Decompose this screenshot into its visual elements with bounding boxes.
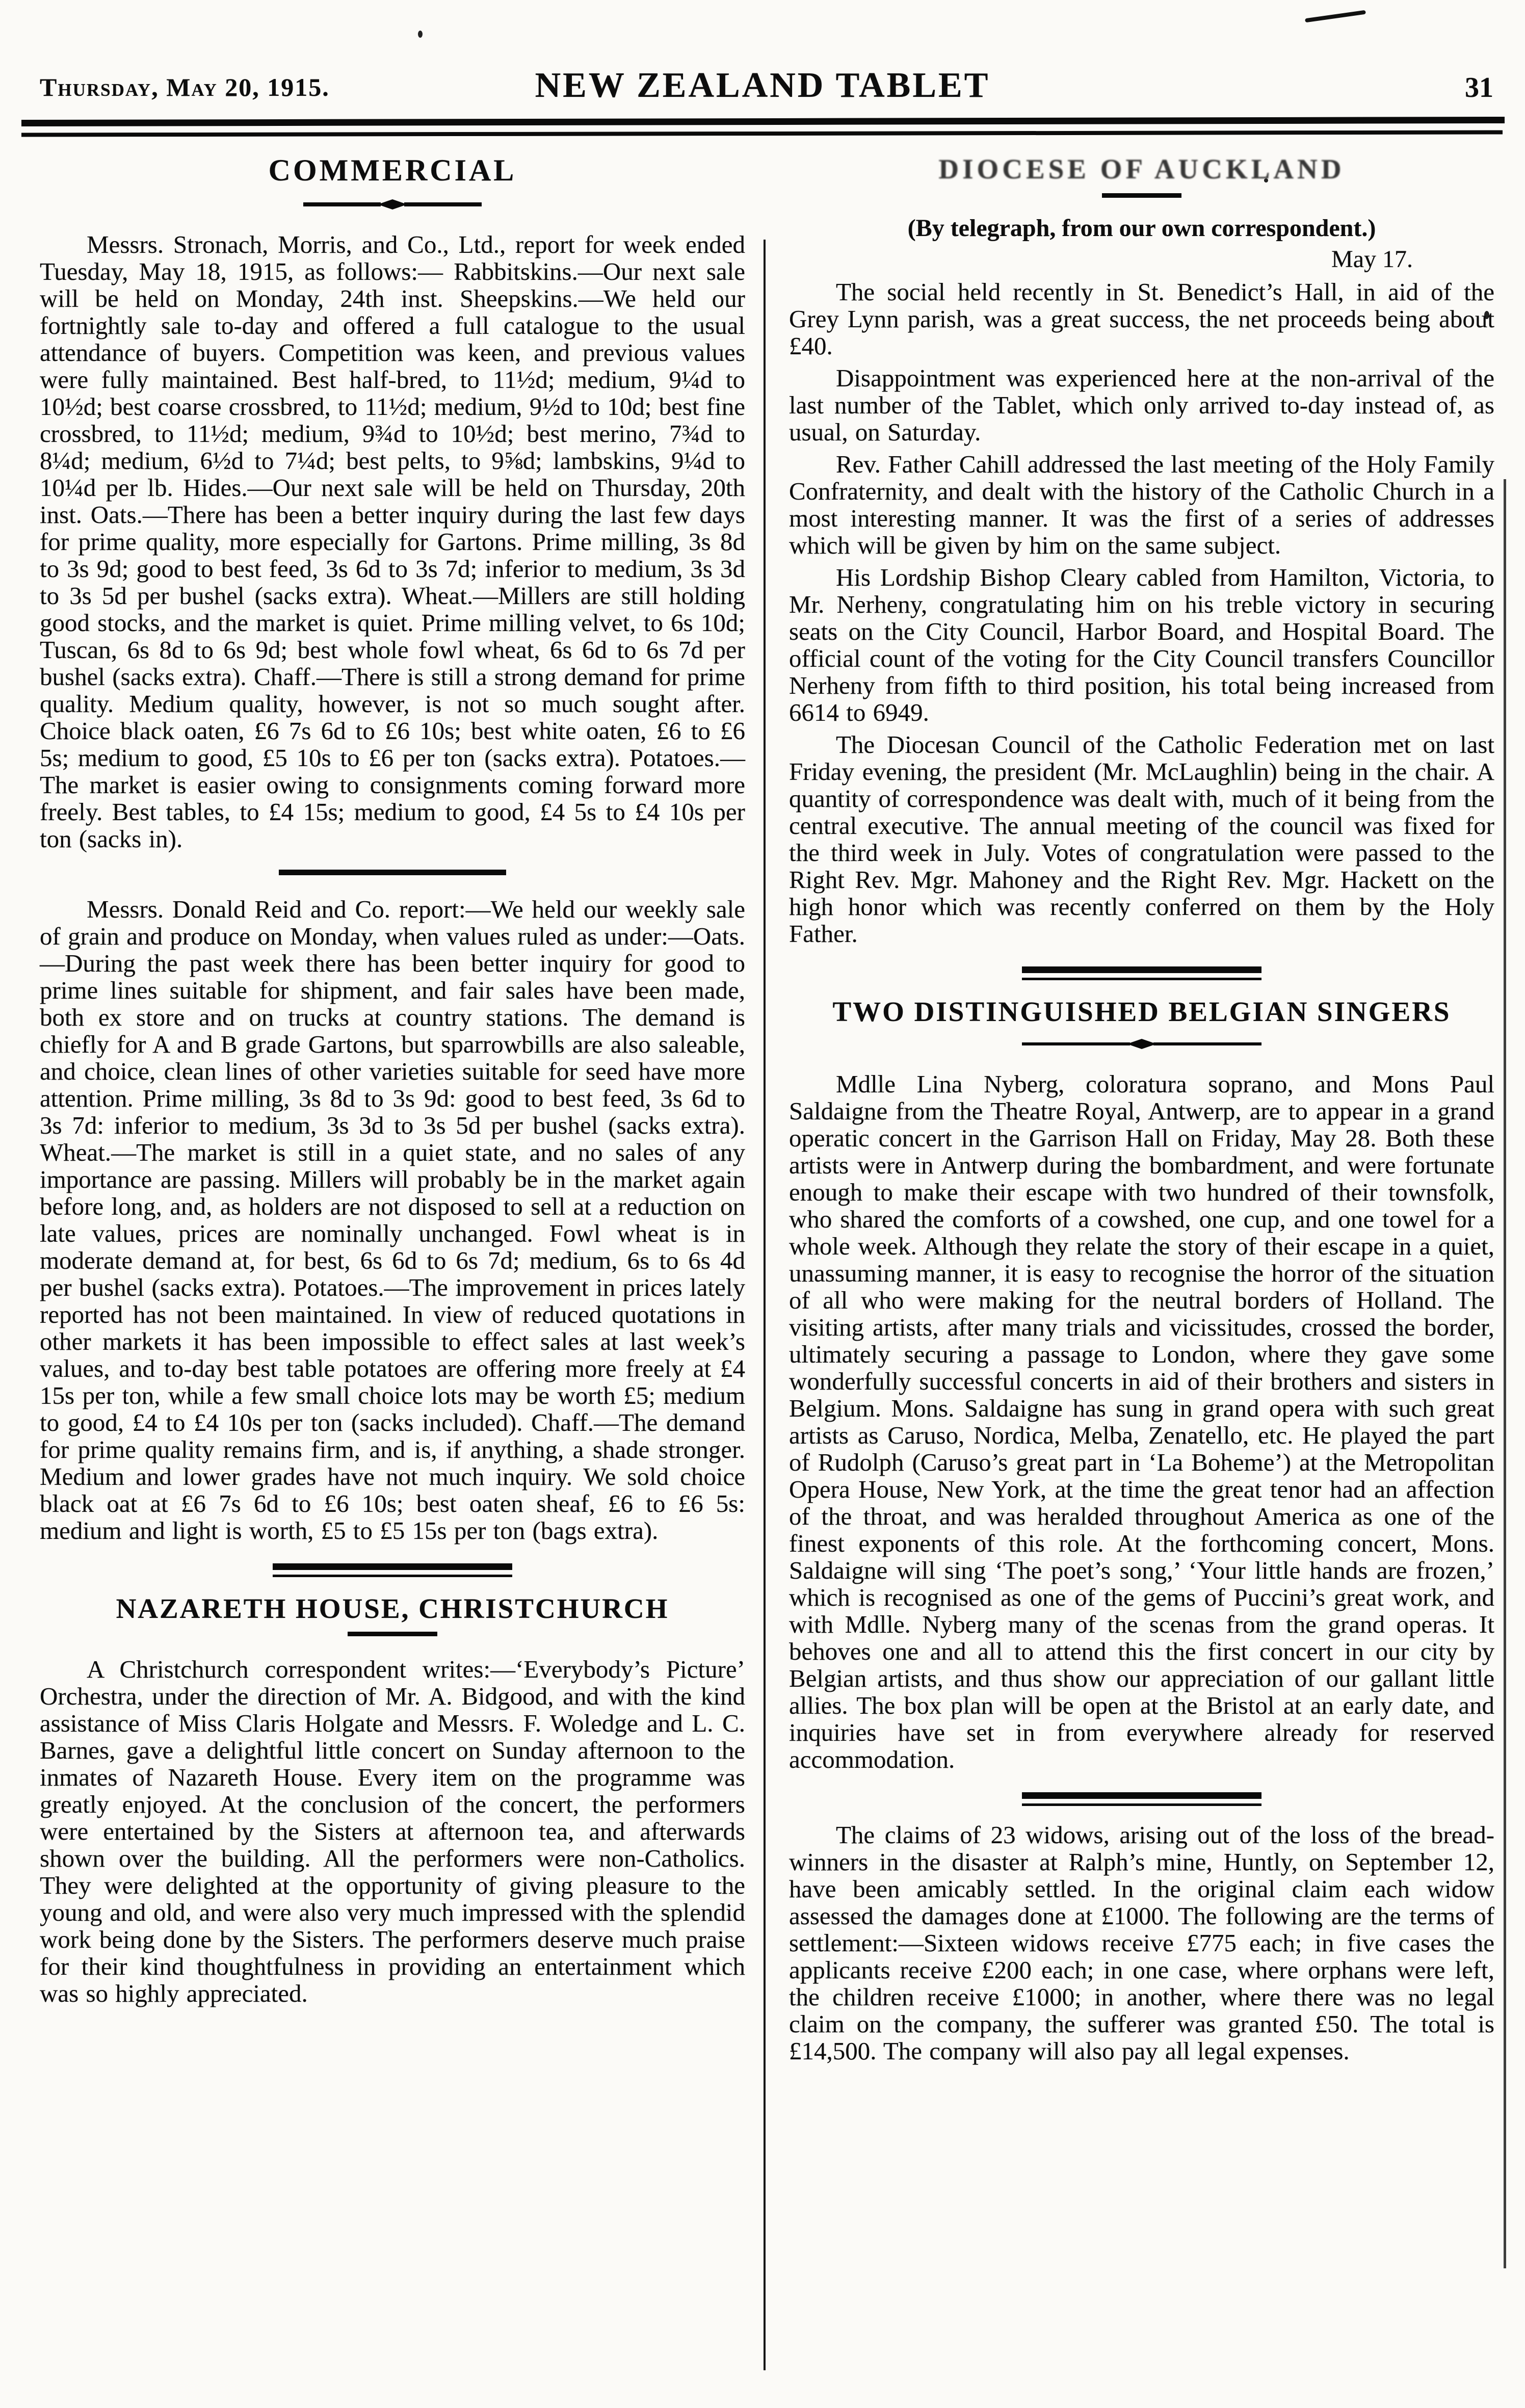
left-column xyxy=(40,153,745,2012)
paragraph-donald-reid-report: Messrs. Donald Reid and Co. report:—We held our weekly sale of grain and produce on Monday, when values ruled as under:—Oats.—During the past week there has been better inquiry for good to prime lines suitable for shipment, and fair sales have been made, both ex store and on trucks at country stations. The demand is chiefly for A and B grade Gartons, but sparrowbills are also saleable, and choice, clean lines of other varieties suitable for seed have more attention. Prime milling, 3s 8d to 3s 9d: good to best feed, 3s 6d to 3s 7d: inferior to medium, 3s 3d to 3s 5d per bushel (sacks extra). Wheat.—The market is still in a quiet state, and no sales of any importance are passing. Millers will probably be in the market again before long, and, as holders are not disposed to sell at a reduction on late values, prices are nominally unchanged. Fowl wheat is in moderate demand at, for best, 6s 6d to 6s 7d; medium, 6s to 6s 4d per bushel (sacks extra). Potatoes.—The improvement in prices lately reported has not been maintained. In view of reduced quotations in other markets it has been impossible to effect sales at last week’s values, and to-day best table potatoes are offering more freely at £4 15s per ton, while a few small choice lots may be worth £5; medium to good, £4 to £4 10s per ton (sacks included). Chaff.—The demand for prime quality remains firm, and is, if anything, a shade stronger. Medium and lower grades have not much inquiry. We sold choice black oat at £6 7s 6d to £6 10s; best oaten sheaf, £6 to £6 5s: medium and light is worth, £5 to £5 15s per ton (bags extra). xyxy=(40,895,745,1545)
rule-thin xyxy=(1022,1803,1261,1806)
paragraph-social: The social held recently in St. Benedict’s Hall, in aid of the Grey Lynn parish, was a great success, the net proceeds being about £40. xyxy=(789,278,1494,360)
article-title-nazareth: NAZARETH HOUSE, CHRISTCHURCH xyxy=(116,1593,669,1624)
page-number: 31 xyxy=(1465,72,1493,103)
divider-bar xyxy=(404,202,482,206)
page-edge-line xyxy=(1504,479,1506,2268)
paragraph-diocesan-council: The Diocesan Council of the Catholic Federation met on last Friday evening, the president (Mr. McLaughlin) being in the chair. A quantity of correspondence was dealt with, much of it being from the central executive. The annual meeting of the council was fixed for the third week in July. Votes of congratulation were passed to the Right Rev. Mgr. Mahoney and the Right Rev. Mgr. Hackett on the high honor which was recently conferred on them by the Holy Father. xyxy=(789,730,1494,948)
rule-thick xyxy=(1022,966,1261,973)
section-rule-double xyxy=(1022,1792,1261,1806)
rule-thin xyxy=(273,1575,512,1577)
heading-rule xyxy=(348,1632,437,1636)
section-rule xyxy=(279,870,506,875)
article-title-belgian-singers: TWO DISTINGUISHED BELGIAN SINGERS xyxy=(832,996,1451,1027)
masthead-rule-bottom xyxy=(21,130,1503,137)
issue-date: Thursday, May 20, 1915. xyxy=(40,73,330,101)
masthead-rule-top xyxy=(21,117,1505,126)
paragraph-nazareth: A Christchurch correspondent writes:—‘Everybody’s Picture’ Orchestra, under the direction of Mr. A. Bidgood, and with the kind assistance of Miss Claris Holgate and Messrs. F. Woledge and L. C. Barnes, gave a delightful little concert on Sunday afternoon to the inmates of Nazareth House. Every item on the programme was greatly enjoyed. At the conclusion of the concert, the performers were entertained by the Sisters at afternoon tea, and afterwards shown over the building. All the performers were non-Catholics. They were delighted at the opportunity of giving pleasure to the young and old, and were also very much impressed with the splendid work being done by the Sisters. The performers deserve much praise for their kind thoughtfulness in providing an entertainment which was so highly appreciated. xyxy=(40,1655,745,2007)
rule-thick xyxy=(1022,1792,1261,1799)
divider-diamond-glyph xyxy=(1127,1039,1156,1049)
byline: (By telegraph, from our own correspondent.) xyxy=(907,215,1376,242)
paragraph-bishop-cleary: His Lordship Bishop Cleary cabled from Hamilton, Victoria, to Mr. Nerheny, congratulating him on his treble victory in securing seats on the City Council, Harbor Board, and Hospital Board. The official count of the voting for the City Council transfers Councillor Nerheny from fifth to third position, his total being increased from 6614 to 6949. xyxy=(789,563,1494,726)
rule-thick xyxy=(273,1563,512,1570)
dateline: May 17. xyxy=(1331,246,1413,273)
scan-speck xyxy=(418,31,423,38)
scan-corner-mark xyxy=(1305,10,1366,23)
paragraph-father-cahill: Rev. Father Cahill addressed the last meeting of the Holy Family Confraternity, and dealt with the history of the Catholic Church in a most interesting manner. It was the first of a series of addresses which will be given by him on the same subject. xyxy=(789,450,1494,559)
rule-thin xyxy=(1022,978,1261,980)
article-title-diocese-auckland: DIOCESE OF AUCKLAND xyxy=(938,153,1345,185)
paragraph-stronach-report: Messrs. Stronach, Morris, and Co., Ltd., report for week ended Tuesday, May 18, 1915, as follows:— Rabbitskins.—Our next sale will be held on Monday, 24th inst. Sheepskins.—We held our fortnightly sale to-day and offered a full catalogue to the usual attendance of buyers. Competition was keen, and previous values were fully maintained. Best half-bred, to 11½d; medium, 9¼d to 10½d; best coarse crossbred, to 11½d; medium, 9½d to 10d; best fine crossbred, to 11½d; medium, 9¾d to 10½d; best merino, 7¾d to 8¼d; medium, 6½d to 7¼d; best pelts, to 9⅝d; lambskins, 9¼d to 10¼d per lb. Hides.—Our next sale will be held on Thursday, 20th inst. Oats.—There has been a better inquiry during the last few days for prime quality, more especially for Gartons. Prime milling, 3s 8d to 3s 9d; good to best feed, 3s 6d to 3s 7d; inferior to medium, 3s 3d to 3s 5d per bushel (sacks extra). Wheat.—Millers are still holding good stocks, and the market is quiet. Prime milling velvet, to 6s 10d; Tuscan, 6s 8d to 6s 9d; best whole fowl wheat, 6s 6d to 6s 7d per bushel (sacks extra). Chaff.—There is still a strong demand for prime quality. Medium quality, however, is not so much sought after. Choice black oaten, £6 7s 6d to £6 10s; best white oaten, £6 to £6 5s; medium to good, £5 10s to £6 per ton (sacks extra). Potatoes.—The market is easier owing to consignments coming forward more freely. Best tables, to £4 15s; medium to good, £4 5s to £4 10s per ton (sacks in). xyxy=(40,230,745,853)
paragraph-tablet-arrival: Disappointment was experienced here at the non-arrival of the last number of the Tablet, which only arrived to-day instead of, as usual, on Saturday. xyxy=(789,364,1494,446)
divider-bar xyxy=(1153,1042,1261,1045)
right-column xyxy=(789,153,1494,2070)
masthead-title: NEW ZEALAND TABLET xyxy=(535,66,990,105)
section-rule-double xyxy=(1022,966,1261,980)
article-title-commercial: COMMERCIAL xyxy=(268,153,517,187)
column-divider-rule xyxy=(764,240,766,2370)
diamond-divider xyxy=(789,1039,1494,1049)
paragraph-widows-settlement: The claims of 23 widows, arising out of the loss of the bread-winners in the disaster at Ralph’s mine, Huntly, on September 12, have been amicably settled. In the original claim each widow assessed the damages done at £1000. The following are the terms of settlement:—Sixteen widows receive £775 each; in five cases the applicants receive £200 each; in one case, where orphans were left, the children receive £1000; in another, where there was no legal claim on the company, the sufferer was granted £50. The total is £14,500. The company will also pay all legal expenses. xyxy=(789,1821,1494,2065)
section-rule-double xyxy=(273,1563,512,1577)
paragraph-belgian-singers: Mdlle Lina Nyberg, coloratura soprano, and Mons Paul Saldaigne from the Theatre Royal, Antwerp, are to appear in a grand operatic concert in the Garrison Hall on Friday, May 28. Both these artists were in Antwerp during the bombardment, and were fortunate enough to make their escape with two hundred of their townsfolk, who shared the comforts of a cowshed, one cup, and one towel for a whole week. Although they relate the story of their escape in a quiet, unassuming manner, it is easy to recognise the horror of the situation of all who were making for the neutral borders of Holland. The visiting artists, after many trials and vicissitudes, crossed the border, ultimately securing a passage to London, where they gave some wonderfully successful concerts in aid of their brothers and sisters in Belgium. Mons. Saldaigne has sung in grand opera with such great artists as Caruso, Nordica, Melba, Zenatello, etc. He played the part of Rudolph (Caruso’s great part in ‘La Boheme’) at the Metropolitan Opera House, New York, at the time the great tenor had an affection of the throat, and was heralded throughout America as one of the finest exponents of this role. At the forthcoming concert, Mons. Saldaigne will sing ‘The poet’s song,’ ‘Your little hands are frozen,’ which is recognised as one of the gems of Puccini’s great work, and with Mdlle. Nyberg many of the scenas from the grand operas. It behoves one and all to attend this the first concert in our city by Belgian artists, and thus show our appreciation of our gallant little allies. The box plan will be open at the Bristol at an early date, and inquiries have set in from everywhere already for reserved accommodation. xyxy=(789,1070,1494,1773)
heading-rule xyxy=(1102,193,1181,198)
divider-bar xyxy=(303,202,381,206)
divider-bar xyxy=(1022,1042,1130,1045)
divider-diamond-glyph xyxy=(378,199,407,210)
diamond-divider xyxy=(40,199,745,210)
